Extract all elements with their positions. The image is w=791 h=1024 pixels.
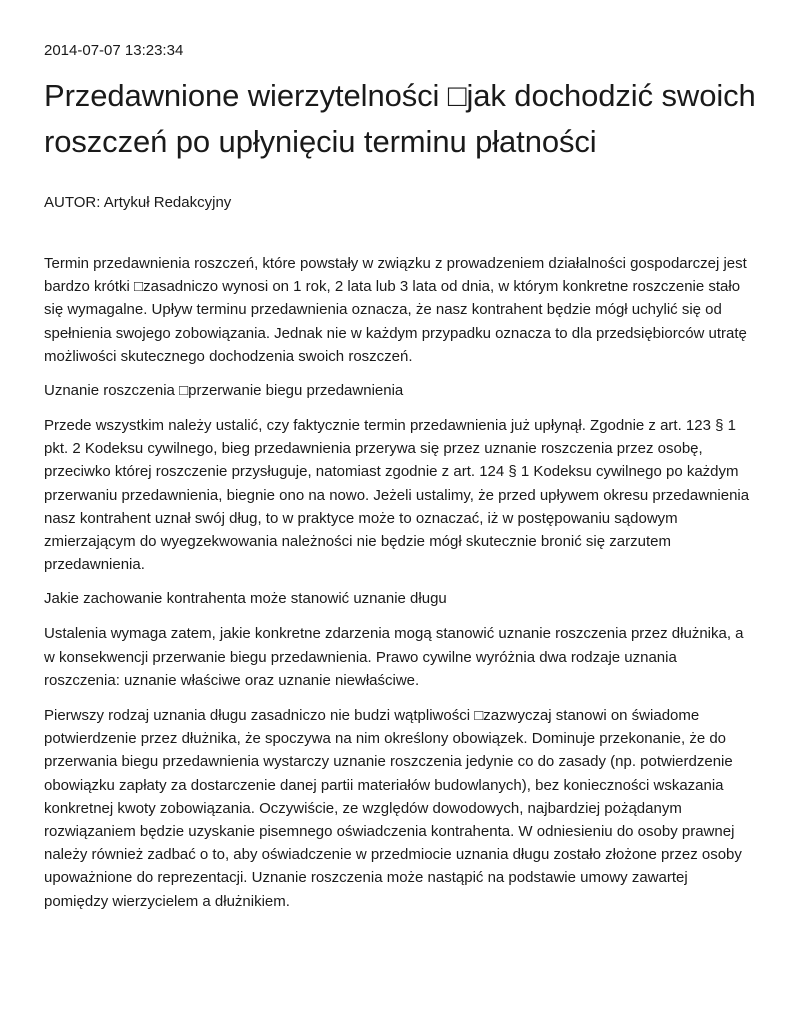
article-title: Przedawnione wierzytelności □jak dochodzić swoich roszczeń po upłynięciu terminu płatności xyxy=(44,78,756,159)
section-heading-acknowledgment: Uznanie roszczenia □przerwanie biegu przedawnienia xyxy=(44,382,404,400)
paragraph-intro: Termin przedawnienia roszczeń, które powstały w związku z prowadzeniem działalności gospodarczej jest bardzo krótki □zasadniczo wynosi on 1 rok, 2 lata lub 3 lata od dnia, w którym konkretne roszczenie stało się wymagalne. Upływ terminu przedawnienia oznacza, że nasz kontrahent będzie mógł uchylić się od spełnienia swojego zobowiązania. Jednak nie w każdym przypadku oznacza to dla przedsiębiorców utratę możliwości skutecznego dochodzenia swoich roszczeń. xyxy=(44,255,747,365)
paragraph-types: Ustalenia wymaga zatem, jakie konkretne zdarzenia mogą stanowić uznanie roszczenia przez dłużnika, a w konsekwencji przerwanie biegu przedawnienia. Prawo cywilne wyróżnia dwa rodzaje uznania roszczenia: uznanie właściwe oraz uznanie niewłaściwe. xyxy=(44,625,744,689)
article-page xyxy=(44,40,756,925)
section-heading-debtor-behavior: Jakie zachowanie kontrahenta może stanowić uznanie długu xyxy=(44,590,447,608)
article-timestamp: 2014-07-07 13:23:34 xyxy=(44,42,184,59)
paragraph-interruption: Przede wszystkim należy ustalić, czy faktycznie termin przedawnienia już upłynął. Zgodnie z art. 123 § 1 pkt. 2 Kodeksu cywilnego, bieg przedawnienia przerywa się przez uznanie roszczenia przez osobę, przeciwko której roszczenie przysługuje, natomiast zgodnie z art. 124 § 1 Kodeksu cywilnego po każdym przerwaniu przedawnienia, biegnie ono na nowo. Jeżeli ustalimy, że przed upływem okresu przedawnienia nasz kontrahent uznał swój dług, to w praktyce może to oznaczać, iż w postępowaniu sądowym zmierzającym do wyegzekwowania należności nie będzie mógł skutecznie bronić się zarzutem przedawnienia. xyxy=(44,417,750,574)
paragraph-proper-acknowledgment: Pierwszy rodzaj uznania długu zasadniczo nie budzi wątpliwości □zazwyczaj stanowi on świadome potwierdzenie przez dłużnika, że spoczywa na nim określony obowiązek. Dominuje przekonanie, że do przerwania biegu przedawnienia wystarczy uznanie roszczenia jedynie co do zasady (np. potwierdzenie obowiązku zapłaty za dostarczenie danej partii materiałów budowlanych), bez konieczności wskazania konkretnej kwoty zobowiązania. Oczywiście, ze względów dowodowych, najbardziej pożądanym rozwiązaniem będzie uzyskanie pisemnego oświadczenia kontrahenta. W odniesieniu do osoby prawnej należy również zadbać o to, aby oświadczenie w przedmiocie uznania długu zostało złożone przez osoby upoważnione do reprezentacji. Uznanie roszczenia może nastąpić na podstawie umowy zawartej pomiędzy wierzycielem a dłużnikiem. xyxy=(44,707,742,910)
article-author: AUTOR: Artykuł Redakcyjny xyxy=(44,194,232,211)
